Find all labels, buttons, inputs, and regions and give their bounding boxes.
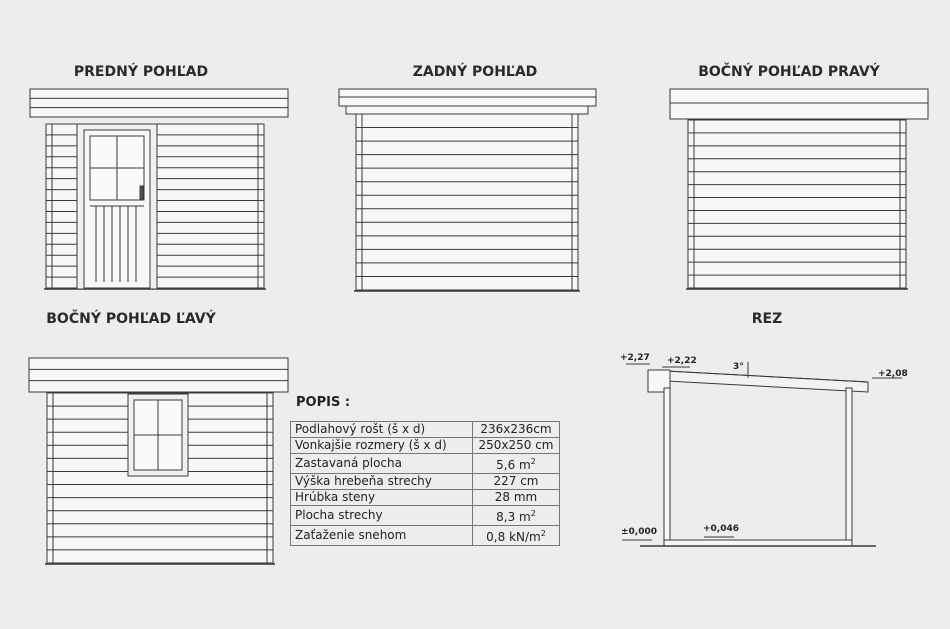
- spec-value-text: 8,3 m: [496, 510, 531, 524]
- back-view-drawing: [339, 89, 596, 291]
- spec-row: [291, 422, 560, 438]
- spec-value-text: 236x236cm: [480, 422, 552, 436]
- spec-value-text: 227 cm: [493, 474, 539, 488]
- roof-fascia: [30, 89, 288, 117]
- spec-label: Podlahový rošt (š x d): [291, 422, 473, 438]
- section-view-drawing: [622, 362, 902, 546]
- spec-value: [473, 422, 560, 438]
- spec-label: Zaťaženie snehom: [291, 526, 473, 546]
- roof-slope-label: 3°: [733, 362, 744, 372]
- corner-post: [356, 114, 362, 290]
- right-side-view-title: BOČNÝ POHĽAD PRAVÝ: [698, 64, 880, 80]
- spec-row: [291, 490, 560, 506]
- spec-table: [290, 421, 560, 546]
- spec-value: [473, 438, 560, 454]
- corner-post: [267, 393, 273, 563]
- left-side-view-title: BOČNÝ POHĽAD ĽAVÝ: [46, 311, 216, 327]
- height-label-top-mid: +2,22: [667, 356, 697, 366]
- corner-post: [572, 114, 578, 290]
- spec-label: Vonkajšie rozmery (š x d): [291, 438, 473, 454]
- spec-label: Výška hrebeňa strechy: [291, 474, 473, 490]
- corner-post: [46, 124, 52, 288]
- roof-underside: [346, 106, 588, 114]
- corner-post: [258, 124, 264, 288]
- spec-label: Plocha strechy: [291, 506, 473, 526]
- spec-row: [291, 526, 560, 546]
- section-view-title: REZ: [751, 311, 783, 327]
- right-wall-section: [846, 388, 852, 544]
- spec-value-exponent: 2: [530, 509, 536, 518]
- door-handle: [140, 186, 143, 200]
- spec-value: [473, 506, 560, 526]
- spec-value-text: 5,6 m: [496, 458, 531, 472]
- spec-value: [473, 454, 560, 474]
- height-label-ground: ±0,000: [621, 527, 658, 537]
- back-view-title: ZADNÝ POHĽAD: [412, 64, 538, 80]
- popis-title: POPIS :: [296, 395, 351, 410]
- floor-section: [664, 540, 852, 546]
- spec-row: [291, 438, 560, 454]
- height-label-floor: +0,046: [703, 524, 740, 534]
- spec-value-exponent: 2: [530, 457, 536, 466]
- spec-value: [473, 526, 560, 546]
- roof-fascia: [670, 89, 928, 119]
- front-view-title: PREDNÝ POHĽAD: [73, 64, 209, 80]
- front-view-drawing: [30, 89, 288, 289]
- corner-post: [900, 120, 906, 288]
- spec-label: Zastavaná plocha: [291, 454, 473, 474]
- roof-fascia: [29, 358, 288, 392]
- left-side-view-drawing: [29, 358, 288, 564]
- spec-row: [291, 474, 560, 490]
- spec-value-text: 28 mm: [494, 490, 538, 504]
- spec-value: [473, 474, 560, 490]
- corner-post: [47, 393, 53, 563]
- height-label-top-right: +2,08: [878, 369, 908, 379]
- spec-value-exponent: 2: [540, 529, 546, 538]
- height-label-top-left: +2,27: [620, 353, 650, 363]
- spec-label: Hrúbka steny: [291, 490, 473, 506]
- spec-row: [291, 454, 560, 474]
- wall-outline: [362, 114, 572, 290]
- corner-post: [688, 120, 694, 288]
- spec-value-text: 250x250 cm: [478, 438, 554, 452]
- spec-row: [291, 506, 560, 526]
- wall-outline: [694, 120, 900, 288]
- spec-value: [473, 490, 560, 506]
- right-side-view-drawing: [670, 89, 928, 289]
- spec-value-text: 0,8 kN/m: [486, 530, 541, 544]
- left-wall-section: [664, 388, 670, 544]
- roof-slab: [648, 370, 868, 392]
